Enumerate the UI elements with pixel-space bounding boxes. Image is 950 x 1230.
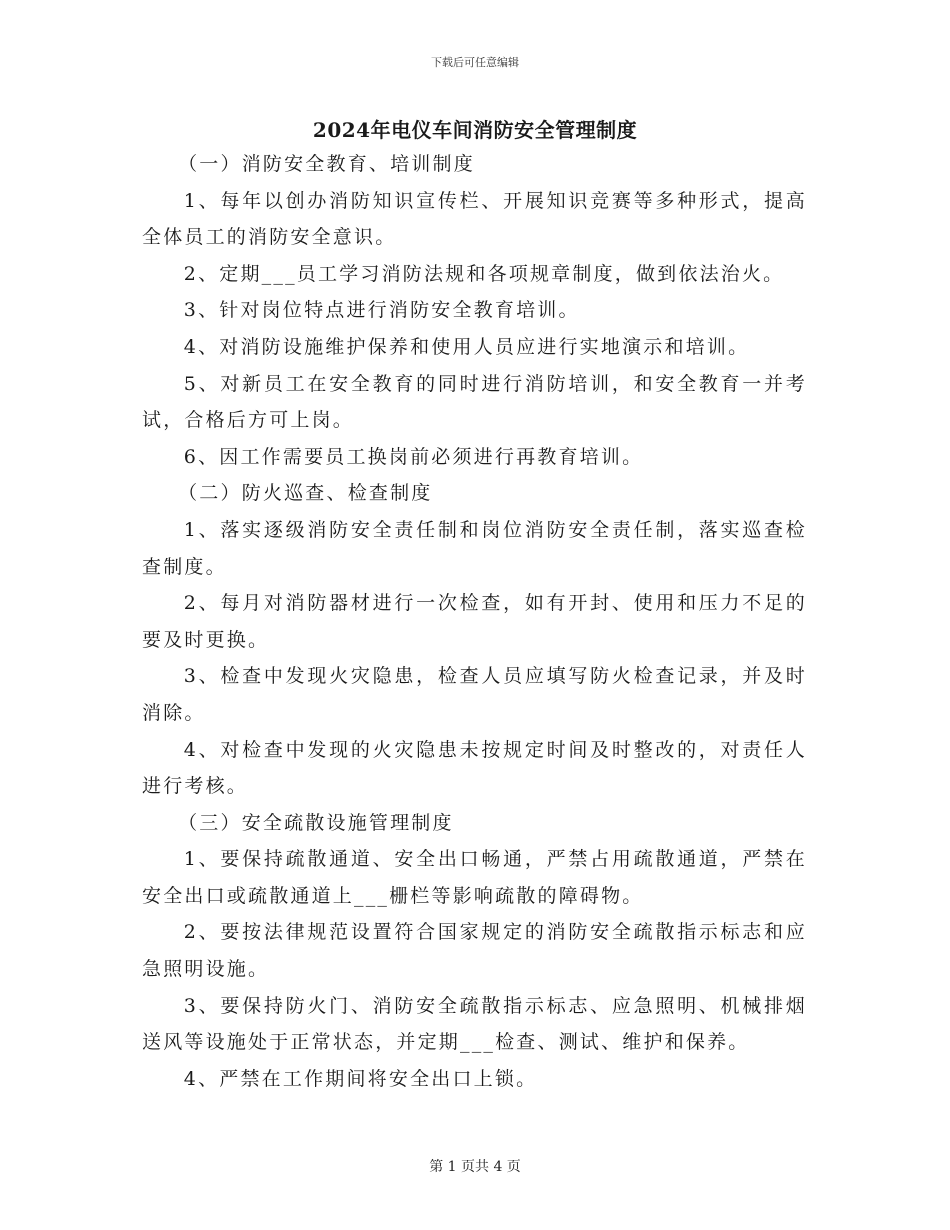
paragraph: 1、每年以创办消防知识宣传栏、开展知识竞赛等多种形式，提高全体员工的消防安全意识。	[142, 189, 807, 249]
paragraph: 4、严禁在工作期间将安全出口上锁。	[183, 1067, 538, 1090]
document-body	[142, 146, 807, 1097]
paragraph: 3、针对岗位特点进行消防安全教育培训。	[183, 299, 580, 322]
paragraph: 1、要保持疏散通道、安全出口畅通，严禁占用疏散通道，严禁在安全出口或疏散通道上___栅栏等影响疏散的障碍物。	[142, 848, 807, 907]
section-heading-3: （三）安全疏散设施管理制度	[178, 811, 454, 834]
section-heading-1: （一）消防安全教育、培训制度	[178, 153, 475, 175]
paragraph: 2、定期___员工学习消防法规和各项规章制度，做到依法治火。	[183, 262, 785, 285]
page-footer: 第 1 页共 4 页	[429, 1159, 521, 1175]
paragraph: 3、要保持防火门、消防安全疏散指示标志、应急照明、机械排烟送风等设施处于正常状态，并定期___检查、测试、维护和保养。	[142, 994, 807, 1054]
paragraph: 1、落实逐级消防安全责任制和岗位消防安全责任制，落实巡查检查制度。	[142, 518, 807, 578]
paragraph: 6、因工作需要员工换岗前必须进行再教育培训。	[183, 445, 644, 468]
header-note: 下载后可任意编辑	[431, 56, 519, 69]
paragraph: 4、对消防设施维护保养和使用人员应进行实地演示和培训。	[183, 335, 750, 358]
document-title: 2024年电仪车间消防安全管理制度	[312, 118, 638, 142]
paragraph: 2、要按法律规范设置符合国家规定的消防安全疏散指示标志和应急照明设施。	[142, 921, 807, 981]
section-heading-2: （二）防火巡查、检查制度	[178, 482, 433, 505]
paragraph: 5、对新员工在安全教育的同时进行消防培训，和安全教育一并考试，合格后方可上岗。	[142, 372, 807, 432]
paragraph: 2、每月对消防器材进行一次检查，如有开封、使用和压力不足的要及时更换。	[142, 592, 807, 651]
paragraph: 4、对检查中发现的火灾隐患未按规定时间及时整改的，对责任人进行考核。	[142, 738, 807, 798]
paragraph: 3、检查中发现火灾隐患，检查人员应填写防火检查记录，并及时消除。	[142, 665, 807, 724]
